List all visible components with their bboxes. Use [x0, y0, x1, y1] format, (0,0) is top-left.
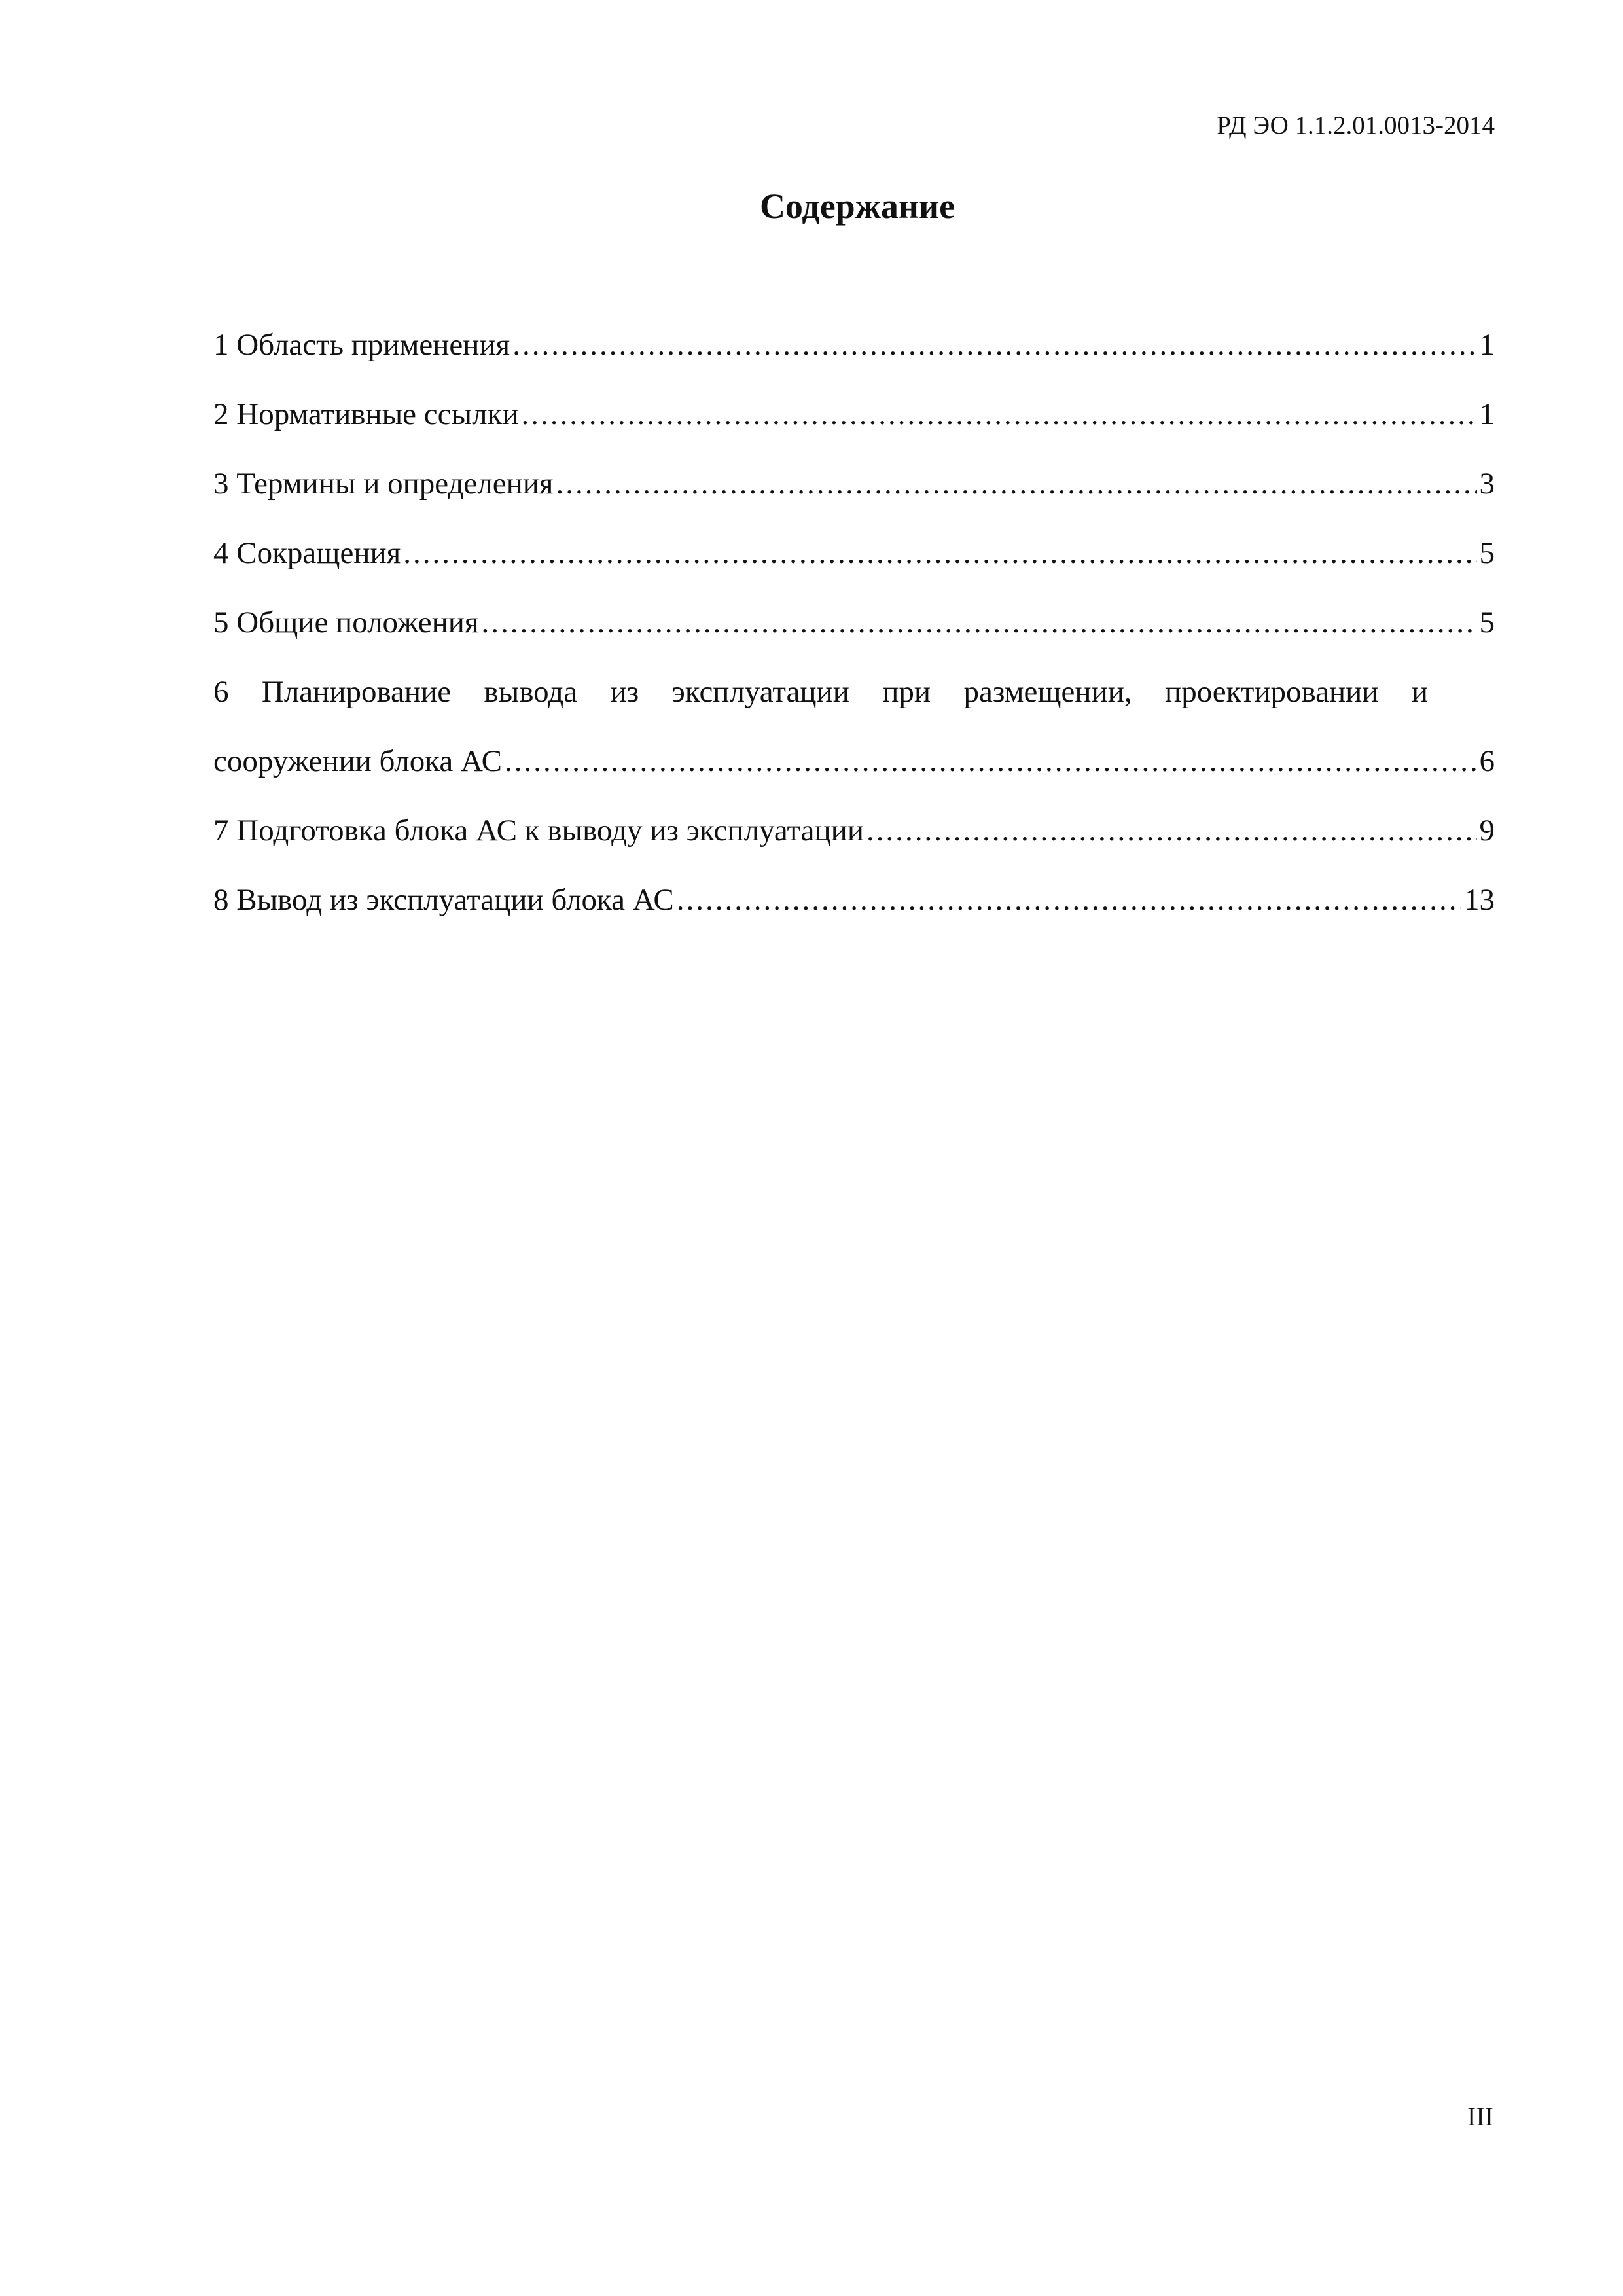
toc-entry-4[interactable]	[213, 534, 1495, 603]
toc-entry-1[interactable]	[213, 326, 1495, 395]
toc-leader-dots	[677, 881, 1461, 919]
toc-title: Содержание	[759, 187, 955, 226]
table-of-contents	[213, 326, 1495, 950]
toc-entry-label-line2: сооружении блока АС	[213, 744, 502, 778]
toc-entry-page: 1	[1479, 328, 1495, 362]
toc-entry-page: 5	[1479, 605, 1495, 639]
toc-leader-dots	[403, 534, 1476, 572]
toc-entry-page: 6	[1479, 744, 1495, 778]
toc-entry-2[interactable]	[213, 395, 1495, 465]
toc-entry-page: 9	[1479, 814, 1495, 848]
toc-entry-7[interactable]	[213, 812, 1495, 881]
toc-leader-dots	[866, 812, 1477, 850]
toc-entry-label: 7 Подготовка блока АС к выводу из эксплуатации	[213, 814, 864, 848]
toc-entry-8[interactable]	[213, 881, 1495, 950]
toc-entry-page: 5	[1479, 536, 1495, 570]
toc-entry-page: 13	[1464, 883, 1495, 917]
toc-entry-label: 3 Термины и определения	[213, 467, 554, 501]
toc-leader-dots	[482, 603, 1477, 641]
toc-leader-dots	[512, 326, 1476, 364]
toc-entry-label: 5 Общие положения	[213, 605, 479, 639]
toc-entry-page: 1	[1479, 397, 1495, 431]
toc-entry-6[interactable]	[213, 673, 1495, 812]
toc-entry-label: 1 Область применения	[213, 328, 510, 362]
toc-entry-label-line1: 6 Планирование вывода из эксплуатации при размещении, проектировании и	[213, 675, 1428, 709]
document-code: РД ЭО 1.1.2.01.0013-2014	[1217, 111, 1495, 139]
toc-entry-label: 4 Сокращения	[213, 536, 401, 570]
toc-leader-dots	[505, 742, 1477, 780]
toc-entry-label: 8 Вывод из эксплуатации блока АС	[213, 883, 674, 917]
page-number: III	[1467, 2102, 1493, 2131]
toc-entry-3[interactable]	[213, 465, 1495, 534]
toc-entry-label: 2 Нормативные ссылки	[213, 397, 519, 431]
toc-entry-5[interactable]	[213, 603, 1495, 673]
toc-leader-dots	[522, 395, 1477, 433]
toc-leader-dots	[556, 465, 1477, 503]
toc-entry-page: 3	[1479, 467, 1495, 501]
